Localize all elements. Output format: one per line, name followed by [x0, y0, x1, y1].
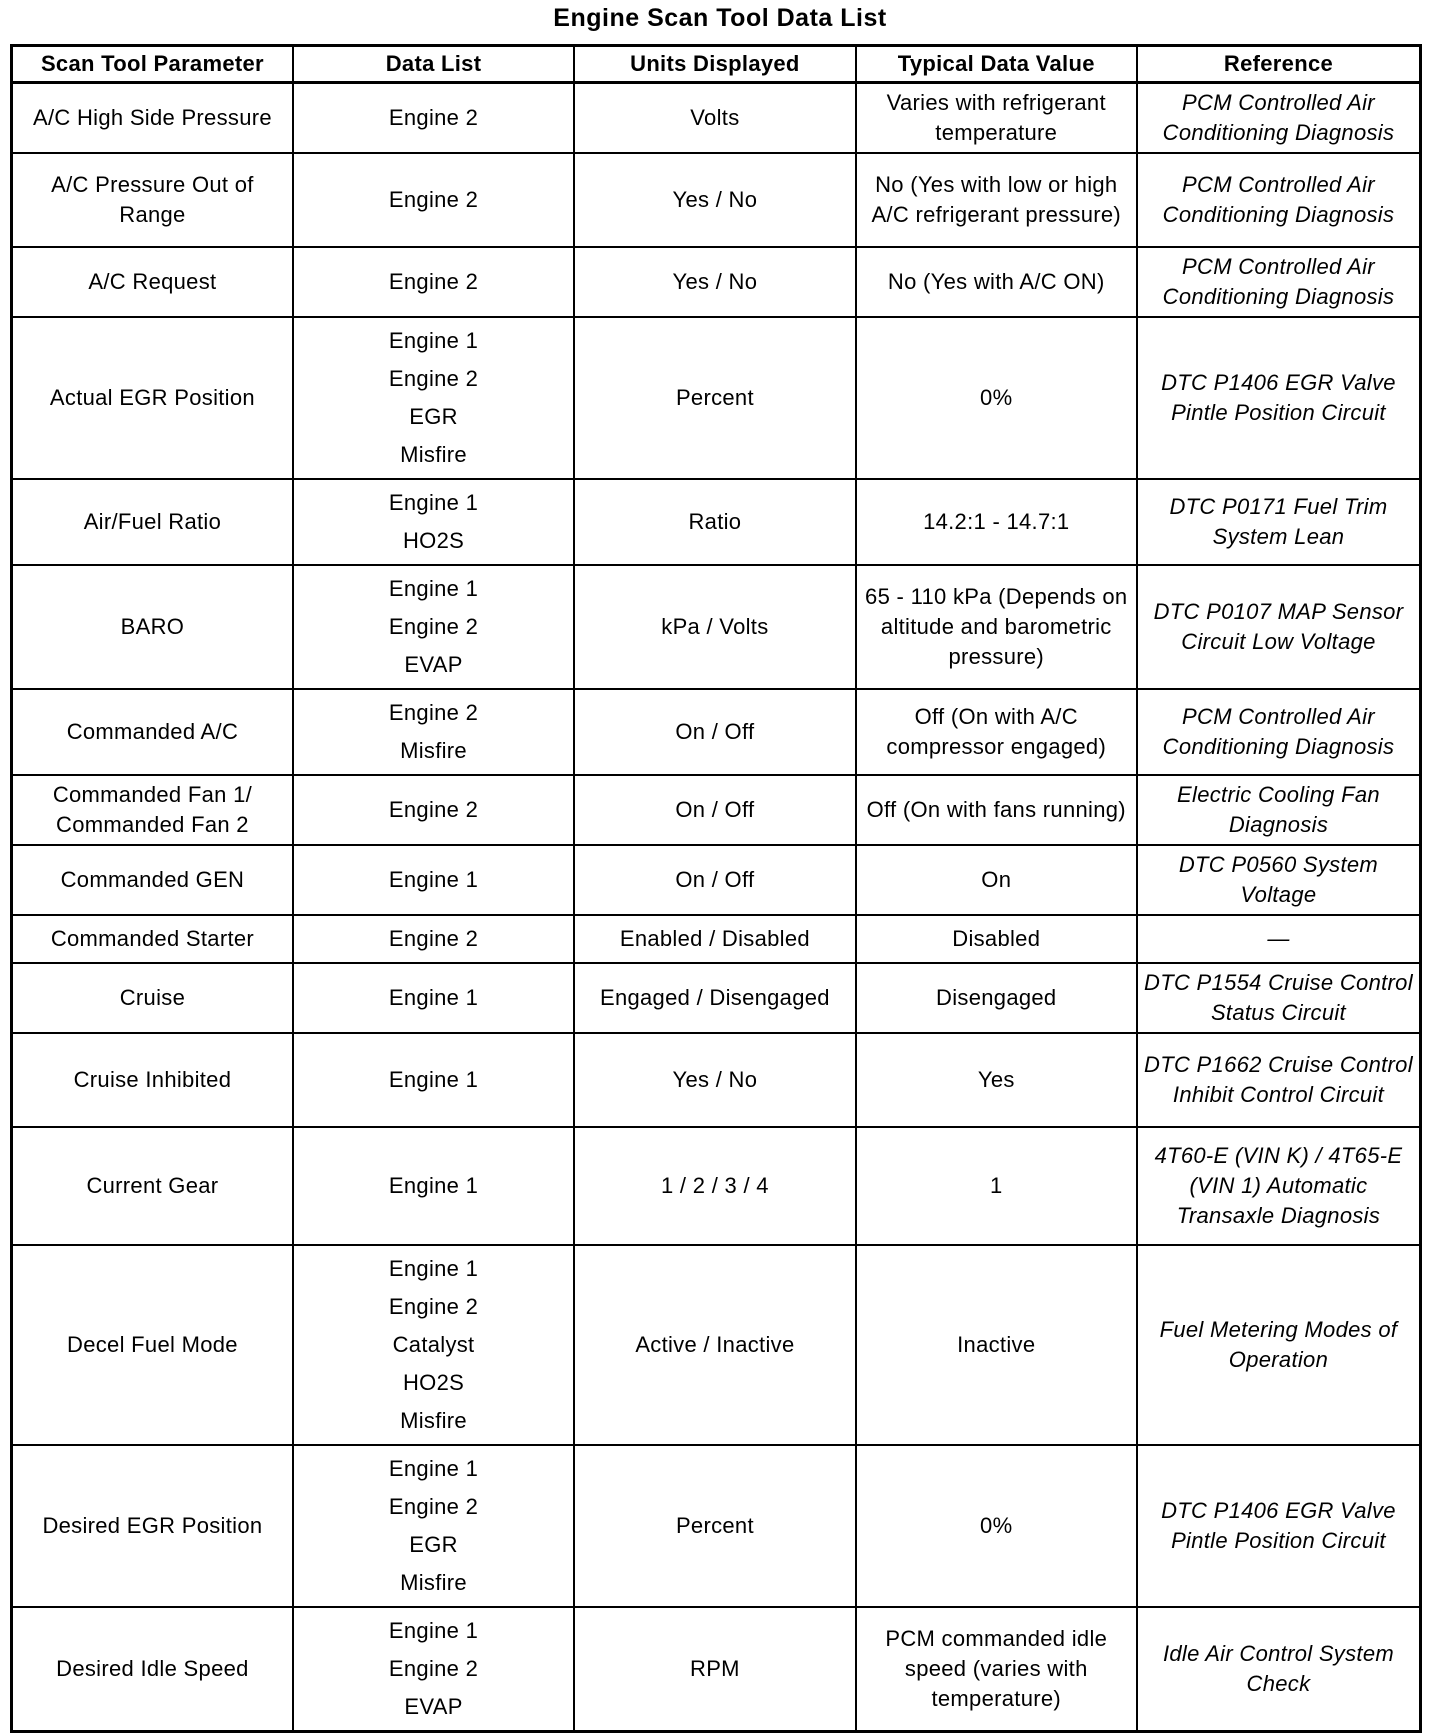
data-list-entry: Misfire: [400, 1570, 467, 1595]
column-header: Reference: [1137, 46, 1421, 83]
data-list-entry: Engine 1: [388, 490, 479, 515]
cell-units: Yes / No: [574, 247, 855, 317]
table-row: [12, 153, 1421, 247]
cell-data-list: [293, 317, 574, 479]
data-list-entry: Engine 2: [388, 614, 479, 639]
cell-units: 1 / 2 / 3 / 4: [574, 1127, 855, 1245]
data-list-entry: Engine 1: [388, 985, 479, 1010]
cell-typical-value: 0%: [856, 317, 1137, 479]
data-list-entry: Engine 1: [388, 1173, 479, 1198]
table-row: [12, 479, 1421, 565]
cell-typical-value: 1: [856, 1127, 1137, 1245]
cell-typical-value: Inactive: [856, 1245, 1137, 1445]
cell-typical-value: Off (On with A/C compressor engaged): [856, 689, 1137, 775]
cell-parameter: Desired Idle Speed: [12, 1607, 293, 1732]
cell-parameter: Cruise Inhibited: [12, 1033, 293, 1127]
data-list-entry: Misfire: [400, 738, 467, 763]
cell-parameter: Cruise: [12, 963, 293, 1033]
cell-parameter: A/C High Side Pressure: [12, 83, 293, 154]
cell-data-list: [293, 83, 574, 154]
data-list-entry: Misfire: [400, 442, 467, 467]
column-header: Typical Data Value: [856, 46, 1137, 83]
cell-parameter: Commanded Starter: [12, 915, 293, 963]
data-list-entry: Engine 2: [388, 700, 479, 725]
data-list-entry: Engine 2: [388, 187, 479, 212]
data-list-entry: EGR: [409, 1532, 458, 1557]
table-body: [12, 83, 1421, 1732]
cell-reference: PCM Controlled Air Conditioning Diagnosis: [1137, 689, 1421, 775]
table-row: [12, 247, 1421, 317]
table-row: [12, 963, 1421, 1033]
data-list-entry: Engine 1: [388, 576, 479, 601]
cell-typical-value: Disengaged: [856, 963, 1137, 1033]
cell-units: Percent: [574, 1445, 855, 1607]
data-list-entry: Engine 2: [388, 269, 479, 294]
table-row: [12, 689, 1421, 775]
data-list-entry: Engine 2: [388, 1294, 479, 1319]
cell-units: On / Off: [574, 689, 855, 775]
cell-typical-value: Yes: [856, 1033, 1137, 1127]
table-row: [12, 565, 1421, 689]
cell-parameter: A/C Pressure Out of Range: [12, 153, 293, 247]
column-header: Data List: [293, 46, 574, 83]
cell-reference: DTC P1406 EGR Valve Pintle Position Circuit: [1137, 1445, 1421, 1607]
data-list-entry: Engine 1: [388, 1256, 479, 1281]
data-list-entry: Engine 1: [388, 867, 479, 892]
cell-typical-value: Off (On with fans running): [856, 775, 1137, 845]
cell-reference: DTC P0171 Fuel Trim System Lean: [1137, 479, 1421, 565]
cell-parameter: Decel Fuel Mode: [12, 1245, 293, 1445]
cell-data-list: [293, 963, 574, 1033]
data-list-entry: Engine 2: [388, 926, 479, 951]
cell-typical-value: Varies with refrigerant temperature: [856, 83, 1137, 154]
data-list-entry: Engine 2: [388, 1656, 479, 1681]
cell-parameter: Actual EGR Position: [12, 317, 293, 479]
table-row: [12, 915, 1421, 963]
data-list-entry: Engine 2: [388, 797, 479, 822]
cell-data-list: [293, 915, 574, 963]
cell-units: Percent: [574, 317, 855, 479]
table-row: [12, 83, 1421, 154]
cell-reference: DTC P0560 System Voltage: [1137, 845, 1421, 915]
data-list-entry: Engine 1: [388, 1456, 479, 1481]
cell-reference: Electric Cooling Fan Diagnosis: [1137, 775, 1421, 845]
cell-data-list: [293, 845, 574, 915]
cell-data-list: [293, 565, 574, 689]
cell-data-list: [293, 775, 574, 845]
table-row: [12, 1245, 1421, 1445]
table-row: [12, 845, 1421, 915]
cell-typical-value: On: [856, 845, 1137, 915]
cell-reference: DTC P1406 EGR Valve Pintle Position Circuit: [1137, 317, 1421, 479]
cell-data-list: [293, 689, 574, 775]
cell-reference: Fuel Metering Modes of Operation: [1137, 1245, 1421, 1445]
cell-reference: DTC P1554 Cruise Control Status Circuit: [1137, 963, 1421, 1033]
table-row: [12, 1607, 1421, 1732]
cell-parameter: Air/Fuel Ratio: [12, 479, 293, 565]
cell-parameter: Current Gear: [12, 1127, 293, 1245]
cell-data-list: [293, 247, 574, 317]
cell-reference: Idle Air Control System Check: [1137, 1607, 1421, 1732]
cell-reference: 4T60-E (VIN K) / 4T65-E (VIN 1) Automatic Transaxle Diagnosis: [1137, 1127, 1421, 1245]
data-list-entry: EVAP: [404, 1694, 463, 1719]
cell-reference: PCM Controlled Air Conditioning Diagnosis: [1137, 83, 1421, 154]
cell-units: Enabled / Disabled: [574, 915, 855, 963]
data-list-entry: EGR: [409, 404, 458, 429]
cell-units: Engaged / Disengaged: [574, 963, 855, 1033]
cell-reference: —: [1137, 915, 1421, 963]
column-header: Scan Tool Parameter: [12, 46, 293, 83]
cell-data-list: [293, 479, 574, 565]
cell-reference: DTC P1662 Cruise Control Inhibit Control Circuit: [1137, 1033, 1421, 1127]
data-list-entry: Catalyst: [392, 1332, 475, 1357]
cell-data-list: [293, 1445, 574, 1607]
cell-units: kPa / Volts: [574, 565, 855, 689]
cell-typical-value: 0%: [856, 1445, 1137, 1607]
cell-parameter: BARO: [12, 565, 293, 689]
data-list-entry: Engine 2: [388, 1494, 479, 1519]
cell-parameter: Desired EGR Position: [12, 1445, 293, 1607]
data-list-entry: Engine 1: [388, 328, 479, 353]
cell-typical-value: 14.2:1 - 14.7:1: [856, 479, 1137, 565]
scan-tool-data-table: [10, 44, 1422, 1733]
data-list-entry: Misfire: [400, 1408, 467, 1433]
table-row: [12, 775, 1421, 845]
cell-reference: DTC P0107 MAP Sensor Circuit Low Voltage: [1137, 565, 1421, 689]
cell-reference: PCM Controlled Air Conditioning Diagnosis: [1137, 153, 1421, 247]
cell-parameter: Commanded A/C: [12, 689, 293, 775]
cell-parameter: Commanded Fan 1/ Commanded Fan 2: [12, 775, 293, 845]
table-row: [12, 1033, 1421, 1127]
cell-units: Volts: [574, 83, 855, 154]
table-row: [12, 1127, 1421, 1245]
data-list-entry: Engine 1: [388, 1618, 479, 1643]
cell-units: RPM: [574, 1607, 855, 1732]
table-row: [12, 1445, 1421, 1607]
cell-typical-value: No (Yes with low or high A/C refrigerant pressure): [856, 153, 1137, 247]
cell-data-list: [293, 1033, 574, 1127]
cell-typical-value: No (Yes with A/C ON): [856, 247, 1137, 317]
data-list-entry: Engine 2: [388, 105, 479, 130]
data-list-entry: Engine 1: [388, 1067, 479, 1092]
cell-typical-value: PCM commanded idle speed (varies with temperature): [856, 1607, 1137, 1732]
cell-reference: PCM Controlled Air Conditioning Diagnosis: [1137, 247, 1421, 317]
data-list-entry: EVAP: [404, 652, 463, 677]
cell-units: Yes / No: [574, 1033, 855, 1127]
table-header-row: [12, 46, 1421, 83]
cell-units: Yes / No: [574, 153, 855, 247]
data-list-entry: Engine 2: [388, 366, 479, 391]
table-row: [12, 317, 1421, 479]
cell-typical-value: 65 - 110 kPa (Depends on altitude and barometric pressure): [856, 565, 1137, 689]
cell-units: On / Off: [574, 775, 855, 845]
column-header: Units Displayed: [574, 46, 855, 83]
cell-data-list: [293, 1607, 574, 1732]
data-list-entry: HO2S: [402, 1370, 465, 1395]
cell-data-list: [293, 1127, 574, 1245]
cell-parameter: Commanded GEN: [12, 845, 293, 915]
cell-units: On / Off: [574, 845, 855, 915]
page-title: Engine Scan Tool Data List: [553, 4, 887, 32]
cell-parameter: A/C Request: [12, 247, 293, 317]
data-list-entry: HO2S: [402, 528, 465, 553]
cell-data-list: [293, 153, 574, 247]
cell-units: Ratio: [574, 479, 855, 565]
cell-typical-value: Disabled: [856, 915, 1137, 963]
cell-units: Active / Inactive: [574, 1245, 855, 1445]
cell-data-list: [293, 1245, 574, 1445]
